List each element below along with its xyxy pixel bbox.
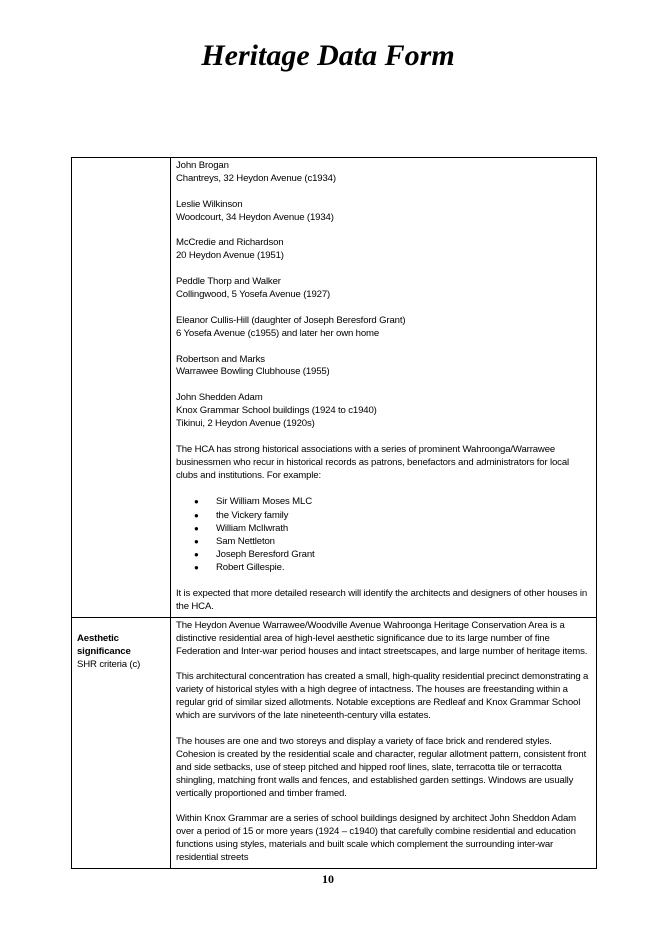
criterion-label: Aesthetic significance (77, 632, 131, 657)
architect-work: Tikinui, 2 Heydon Avenue (1920s) (176, 418, 315, 430)
aesthetic-paragraph: This architectural concentration has created a small, high-quality residential precinct demonstrating a variety of historical styles with a high degree of intactness. The houses are freestanding within a regular grid of similar sized allotments. Notable exceptions are Redleaf and Knox Grammar School which are survivors of the late nineteenth-century villa estates. (176, 671, 589, 722)
bullet-icon: ● (194, 549, 199, 559)
list-item (194, 561, 591, 574)
architect-entry (176, 199, 591, 225)
row-content-cell (171, 158, 597, 618)
bullet-text: Joseph Beresford Grant (216, 548, 315, 560)
architect-entry (176, 315, 591, 341)
architect-work: Woodcourt, 34 Heydon Avenue (1934) (176, 211, 334, 223)
architect-work: Warrawee Bowling Clubhouse (1955) (176, 366, 330, 378)
bullet-icon: ● (194, 536, 199, 546)
architect-name: Leslie Wilkinson (176, 198, 243, 210)
row-content-cell (171, 617, 597, 868)
architect-name: John Brogan (176, 160, 229, 171)
architect-work: Knox Grammar School buildings (1924 to c1940) (176, 405, 377, 417)
architect-name: John Shedden Adam (176, 392, 263, 404)
aesthetic-paragraphs (176, 620, 591, 865)
aesthetic-paragraph: The houses are one and two storeys and display a variety of face brick and rendered styles. Cohesion is created by the residential scale and character, regular allotment pattern, consistent front and side setbacks, use of steep pitched and hipped roof lines, slate, terracotta tile or terracotta shingling, matching front walls and fences, and established garden settings. Windows are usually vertically proportioned and timber framed. (176, 735, 587, 799)
architect-work: 6 Yosefa Avenue (c1955) and later her own home (176, 327, 380, 339)
bullet-text: Sam Nettleton (216, 535, 275, 547)
bullet-icon: ● (194, 523, 199, 533)
list-item (194, 495, 591, 508)
heritage-data-table (71, 157, 597, 869)
row-label-cell (72, 617, 171, 868)
architect-name: Robertson and Marks (176, 353, 265, 365)
table-row-historical-associations (72, 158, 597, 618)
criterion-sublabel: SHR criteria (c) (77, 658, 141, 670)
page-title: Heritage Data Form (201, 39, 455, 72)
architect-entry (176, 237, 591, 263)
bullet-icon: ● (194, 510, 199, 520)
architect-entry (176, 276, 591, 302)
row-label-cell-empty (72, 158, 171, 618)
bullet-text: William McIlwrath (216, 522, 289, 534)
aesthetic-paragraph: Within Knox Grammar are a series of school buildings designed by architect John Sheddon Adam over a period of 15 or more years (1924 – c1940) that carefully combine residential and education functions using styles, materials and built scale which complement the surrounding inter-war residential streets (176, 813, 577, 864)
list-item (194, 509, 591, 522)
list-item (194, 548, 591, 561)
associations-paragraph: The HCA has strong historical associations with a series of prominent Wahroonga/Warrawee businessmen who recur in historical records as patrons, benefactors and administrators for local clubs and institutions. For example: (176, 443, 569, 481)
list-item (194, 535, 591, 548)
architect-entry (176, 392, 591, 431)
bullet-text: Sir William Moses MLC (216, 496, 312, 508)
architect-work: Chantreys, 32 Heydon Avenue (c1934) (176, 172, 336, 184)
bullet-text: the Vickery family (216, 509, 289, 521)
bullet-text: Robert Gillespie. (216, 561, 285, 573)
bullet-icon: ● (194, 497, 199, 507)
architect-name: Peddle Thorp and Walker (176, 276, 281, 288)
architect-name: McCredie and Richardson (176, 237, 284, 249)
architect-work: 20 Heydon Avenue (1951) (176, 250, 284, 262)
architects-list (176, 160, 591, 431)
architect-work: Collingwood, 5 Yosefa Avenue (1927) (176, 289, 331, 301)
closing-paragraph: It is expected that more detailed research will identify the architects and designers of other houses in the HCA. (176, 588, 588, 612)
table-row-aesthetic-significance (72, 617, 597, 868)
architect-entry (176, 160, 591, 186)
aesthetic-paragraph: The Heydon Avenue Warrawee/Woodville Avenue Wahroonga Heritage Conservation Area is a distinctive residential area of high-level aesthetic significance due to its large number of fine Federation and Inter-war period houses and intact streetscapes, and large number of heritage items. (176, 619, 588, 657)
page-number: 10 (322, 872, 334, 886)
bullet-icon: ● (194, 562, 199, 572)
architect-name: Eleanor Cullis-Hill (daughter of Joseph Beresford Grant) (176, 314, 406, 326)
architect-entry (176, 354, 591, 380)
list-item (194, 522, 591, 535)
patrons-bullet-list (176, 495, 591, 574)
